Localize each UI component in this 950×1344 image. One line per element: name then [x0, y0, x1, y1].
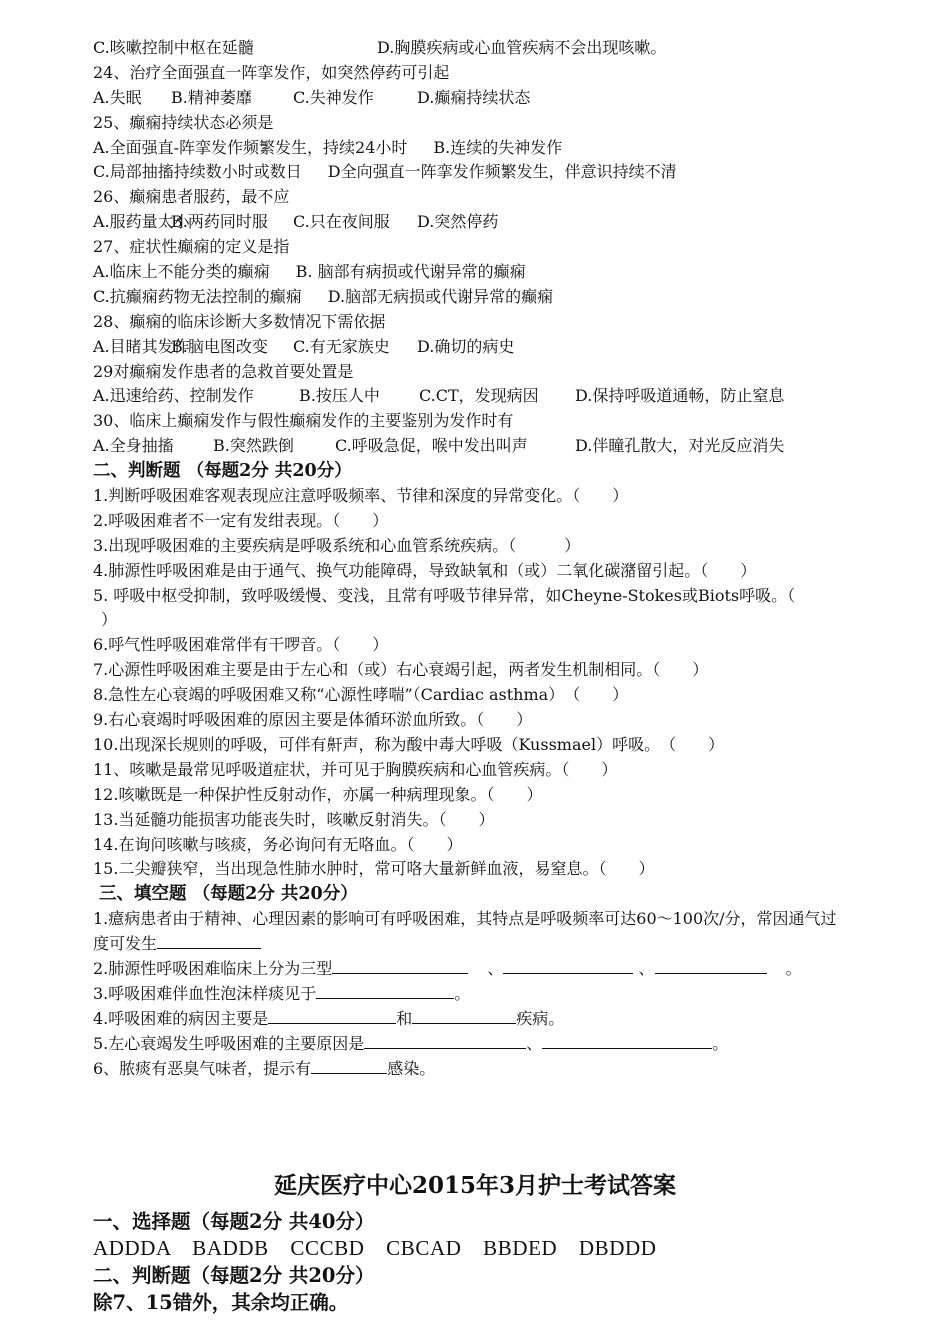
judgment-item: 9.右心衰竭时呼吸困难的原因主要是体循环淤血所致。（ ）: [93, 710, 533, 730]
answer-section-1-title: 一、选择题（每题2分 共40分）: [93, 1210, 375, 1233]
option-text: C.只在夜间服: [293, 212, 390, 232]
option-text: C.局部抽搐持续数小时或数日: [93, 162, 302, 182]
section-title-judgment: 二、判断题 （每题2分 共20分）: [93, 461, 352, 482]
judgment-item: 2.呼吸困难者不一定有发绀表现。（ ）: [93, 510, 389, 530]
judgment-item: 4.肺源性呼吸困难是由于通气、换气功能障碍，导致缺氧和（或）二氧化碳潴留引起。（ ）: [93, 560, 757, 580]
option-text: B.连续的失神发作: [433, 137, 563, 157]
judgment-item: 15.二尖瓣狭窄，当出现急性肺水肿时，常可咯大量新鲜血液，易窒息。（ ）: [93, 859, 655, 879]
question-text: 29对癫痫发作患者的急救首要处置是: [93, 361, 354, 381]
question-line: [93, 409, 893, 434]
answer-blank[interactable]: [311, 1057, 387, 1074]
option-text: C.咳嗽控制中枢在延髓: [93, 38, 254, 57]
fill-question-3: 3.呼吸困难伴血性泡沫样痰见于 。: [93, 983, 471, 1003]
judgment-item: 13.当延髓功能损害功能丧失时，咳嗽反射消失。（ ）: [93, 809, 495, 829]
answer-blank[interactable]: [268, 1007, 396, 1024]
option-text: D.胸膜疾病或心血管疾病不会出现咳嗽。: [377, 38, 667, 57]
option-text: C.CT，发现病因: [419, 386, 539, 406]
answer-blank[interactable]: [316, 982, 454, 999]
judgment-item: 3.出现呼吸困难的主要疾病是呼吸系统和心血管系统疾病。（ ）: [93, 535, 581, 555]
question-line: [93, 86, 893, 111]
fill-question-5: 5.左心衰竭发生呼吸困难的主要原因是 、 。: [93, 1033, 729, 1053]
option-text: B. 脑部有病损或代谢异常的癫痫: [295, 262, 526, 282]
question-line: [93, 434, 893, 459]
option-text: A.失眠: [93, 87, 142, 107]
judgment-item: 12.咳嗽既是一种保护性反射动作，亦属一种病理现象。（ ）: [93, 784, 543, 804]
question-line: [93, 285, 893, 310]
answer-blank[interactable]: [412, 1007, 516, 1024]
question-line: [93, 260, 893, 285]
question-line: [93, 310, 893, 335]
answer-section-2-answers: 除7、15错外，其余均正确。: [93, 1291, 349, 1314]
question-line: [93, 384, 893, 409]
question-line: [93, 136, 893, 161]
option-text: A.服药量太小: [93, 212, 190, 232]
question-text: 24、治疗全面强直一阵挛发作，如突然停药可引起: [93, 62, 450, 82]
option-text: B.脑电图改变: [171, 336, 268, 356]
question-line: [93, 111, 893, 136]
option-text: B.突然跌倒: [213, 436, 294, 456]
judgment-item: 5. 呼吸中枢受抑制，致呼吸缓慢、变浅，且常有呼吸节律异常，如Cheyne-Stokes或Biots呼吸。（: [93, 585, 796, 605]
judgment-item: 11、咳嗽是最常见呼吸道症状，并可见于胸膜疾病和心血管疾病。（ ）: [93, 759, 618, 779]
judgment-item: 6.呼气性呼吸困难常伴有干啰音。（ ）: [93, 635, 389, 655]
answer-blank[interactable]: [332, 957, 468, 974]
option-text: C.有无家族史: [293, 336, 390, 356]
answer-blank[interactable]: [655, 957, 767, 974]
option-text: A.目睹其发作: [93, 336, 190, 356]
answer-blank[interactable]: [542, 1032, 712, 1049]
question-text: 25、癫痫持续状态必须是: [93, 112, 274, 132]
question-line: [93, 36, 893, 61]
question-text: 27、症状性癫痫的定义是指: [93, 237, 290, 257]
option-text: B.两药同时服: [171, 212, 268, 232]
option-text: A.全面强直-阵挛发作频繁发生，持续24小时: [93, 137, 408, 157]
fill-question-1: 1.癔病患者由于精神、心理因素的影响可有呼吸困难，其特点是呼吸频率可达60～100次/分，常因通气过 度可发生: [93, 909, 837, 954]
judgment-item: 1.判断呼吸困难客观表现应注意呼吸频率、节律和深度的异常变化。（ ）: [93, 486, 629, 506]
question-line: [93, 61, 893, 86]
judgment-item: ）: [101, 610, 118, 630]
answer-section-1-answers: ADDDA BADDB CCCBD CBCAD BBDED DBDDD: [93, 1236, 657, 1260]
fill-question-4: 4.呼吸困难的病因主要是 和 疾病。: [93, 1008, 565, 1028]
multiple-choice-block: [93, 36, 893, 459]
question-line: [93, 235, 893, 260]
option-text: B.精神萎靡: [171, 87, 252, 107]
fill-question-2: 2.肺源性呼吸困难临床上分为三型 、 、 。: [93, 958, 802, 978]
question-line: [93, 160, 893, 185]
answer-key: [93, 1208, 893, 1316]
question-text: 26、癫痫患者服药，最不应: [93, 187, 290, 207]
option-text: C.失神发作: [293, 87, 374, 107]
option-text: A.迅速给药、控制发作: [93, 386, 254, 406]
judgment-item: 8.急性左心衰竭的呼吸困难又称“心源性哮喘”（Cardiac asthma） （ ）: [93, 685, 629, 705]
option-text: D.突然停药: [417, 212, 499, 232]
option-text: D全向强直一阵挛发作频繁发生，伴意识持续不清: [327, 162, 677, 182]
option-text: A.临床上不能分类的癫痫: [93, 262, 270, 282]
option-text: B.按压人中: [299, 386, 380, 406]
judgment-item: 10.出现深长规则的呼吸，可伴有鼾声，称为酸中毒大呼吸（Kussmael）呼吸。 （ ）: [93, 734, 725, 754]
answer-blank[interactable]: [157, 932, 261, 949]
fill-question-6: 6、脓痰有恶臭气味者，提示有 感染。: [93, 1058, 436, 1078]
answer-title: 延庆医疗中心2015年3月护士考试答案: [273, 1172, 677, 1199]
option-text: D.确切的病史: [417, 336, 515, 356]
answer-blank[interactable]: [364, 1032, 526, 1049]
judgment-item: 14.在询问咳嗽与咳痰，务必询问有无咯血。（ ）: [93, 834, 463, 854]
question-text: 30、临床上癫痫发作与假性癫痫发作的主要鉴别为发作时有: [93, 411, 514, 431]
option-text: D.伴瞳孔散大，对光反应消失: [575, 436, 785, 456]
option-text: D.癫痫持续状态: [417, 87, 531, 107]
section-title-fill: 三、填空题 （每题2分 共20分）: [99, 884, 358, 905]
answer-section-2-title: 二、判断题（每题2分 共20分）: [93, 1264, 375, 1287]
question-line: [93, 185, 893, 210]
judgment-block: [93, 484, 893, 882]
question-line: [93, 335, 893, 360]
question-line: [93, 210, 893, 235]
answer-blank[interactable]: [503, 957, 633, 974]
option-text: C.抗癫痫药物无法控制的癫痫: [93, 286, 302, 306]
option-text: D.保持呼吸道通畅，防止窒息: [575, 386, 785, 406]
question-text: 28、癫痫的临床诊断大多数情况下需依据: [93, 311, 386, 331]
judgment-item: 7.心源性呼吸困难主要是由于左心和（或）右心衰竭引起，两者发生机制相同。（ ）: [93, 660, 709, 680]
exam-page: [93, 36, 893, 1081]
option-text: A.全身抽搐: [93, 436, 174, 456]
option-text: C.呼吸急促，喉中发出叫声: [335, 436, 528, 456]
question-line: [93, 360, 893, 385]
option-text: D.脑部无病损或代谢异常的癫痫: [327, 286, 554, 306]
